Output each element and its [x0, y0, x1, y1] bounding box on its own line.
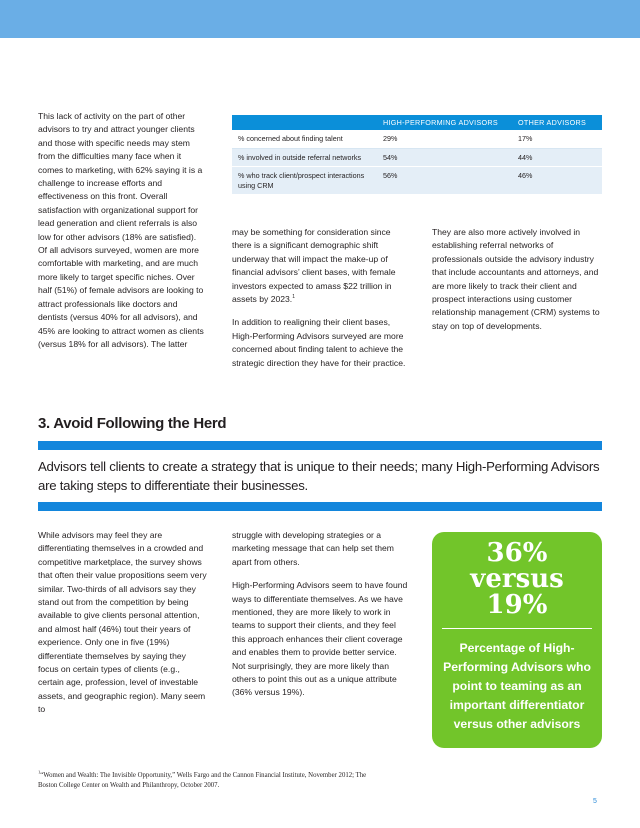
row-value-other: 17% — [512, 130, 602, 148]
body-column-3 — [432, 226, 600, 343]
top-color-band — [0, 0, 640, 38]
row-value-other: 46% — [512, 167, 602, 195]
paragraph: They are also more actively involved in establishing referral networks of professionals outside the advisory industry that include accountants and attorneys, and are more likely to track their client and prospect interactions using customer relationship management (CRM) systems to stay on top of developments. — [432, 227, 600, 331]
paragraph-text: may be something for consideration since there is a significant demographic shift underway that will impact the make-up of financial advisors’ client bases, with female investors expected to amass $22 trillion in assets by 2023. — [232, 227, 396, 305]
footnote-text: “Women and Wealth: The Invisible Opportunity,” Wells Fargo and the Cannon Financial Institute, November 2012; The Boston College Center on Wealth and Philanthropy, October 2007. — [38, 772, 367, 790]
footnote-number: 1 — [38, 769, 41, 775]
table-row — [232, 148, 602, 166]
stat-other: 19% — [486, 590, 548, 620]
body-column-4 — [38, 529, 208, 727]
row-label: % concerned about finding talent — [232, 130, 377, 148]
row-label: % who track client/prospect interactions using CRM — [232, 167, 377, 195]
callout-description: Percentage of High-Performing Advisors who point to teaming as an important differentiator versus other advisors — [443, 641, 591, 731]
table-row — [232, 167, 602, 195]
stat-callout-box — [432, 532, 602, 748]
table-header-blank — [232, 115, 377, 130]
heading-divider-top — [38, 441, 602, 450]
heading-divider-bottom — [38, 502, 602, 511]
table-header-high-performing: HIGH-PERFORMING ADVISORS — [377, 115, 512, 130]
row-value-high: 29% — [377, 130, 512, 148]
row-label: % involved in outside referral networks — [232, 148, 377, 166]
paragraph — [232, 226, 410, 306]
section-heading: 3. Avoid Following the Herd — [38, 415, 227, 432]
page-number: 5 — [593, 798, 597, 805]
section-subheading: Advisors tell clients to create a strategy that is unique to their needs; many High-Performing Advisors are taking steps to differentiate their businesses. — [38, 459, 600, 493]
callout-divider — [442, 628, 592, 629]
body-column-5 — [232, 529, 408, 710]
paragraph: In addition to realigning their client bases, High-Performing Advisors surveyed are more concerned about finding talent to achieve the strategic direction they have for their practice. — [232, 317, 406, 368]
row-value-high: 56% — [377, 167, 512, 195]
row-value-high: 54% — [377, 148, 512, 166]
stat-high-performing: 36% — [486, 538, 548, 568]
body-column-1 — [38, 110, 206, 361]
paragraph: This lack of activity on the part of other advisors to try and attract younger clients and those with specific needs may stem from the difficulties many face when it comes to marketing, with 62% saying it is a challenge to increase efforts and effectiveness on this front. Overall satisfaction with organizational support for lead generation and client referrals is also low for other advisors (18% are satisfied). Of all advisors surveyed, women are more comfortable with marketing, and are much more likely to target specific niches. Over half (51%) of female advisors are looking to attract professionals like doctors and dentists (versus 40% for all advisors), and 45% are looking to attract women as clients (versus 18% for all advisors). The latter — [38, 111, 204, 349]
row-value-other: 44% — [512, 148, 602, 166]
table-header-row — [232, 115, 602, 130]
table-header-other: OTHER ADVISORS — [512, 115, 602, 130]
table-row — [232, 130, 602, 148]
paragraph: High-Performing Advisors seem to have found ways to differentiate themselves. As we have mentioned, they are more likely to work in teams to support their clients, and they feel this approach enhances their client coverage and enables them to provide better service. Not surprisingly, they are more likely than others to point this out as a unique attribute (36% versus 19%). — [232, 580, 408, 698]
body-column-2 — [232, 226, 410, 380]
footnote — [38, 771, 368, 792]
footnote-marker: 1 — [292, 294, 295, 301]
paragraph: While advisors may feel they are differentiating themselves in a crowded and competitive marketplace, the survey shows that often their value propositions seem very similar. Two-thirds of all advisors say they stand out from the competition by being available to give clients personal attention, and almost half (46%) tout their years of experience. Only one in five (19%) differentiate themselves by saying they focus on certain types of clients (e.g., certain age, profession, level of investable assets, and geographic region). Many seem to — [38, 530, 207, 715]
paragraph: struggle with developing strategies or a marketing message that can help set them apart from others. — [232, 530, 394, 567]
advisor-comparison-table — [232, 115, 602, 195]
stat-versus: versus — [470, 564, 564, 594]
